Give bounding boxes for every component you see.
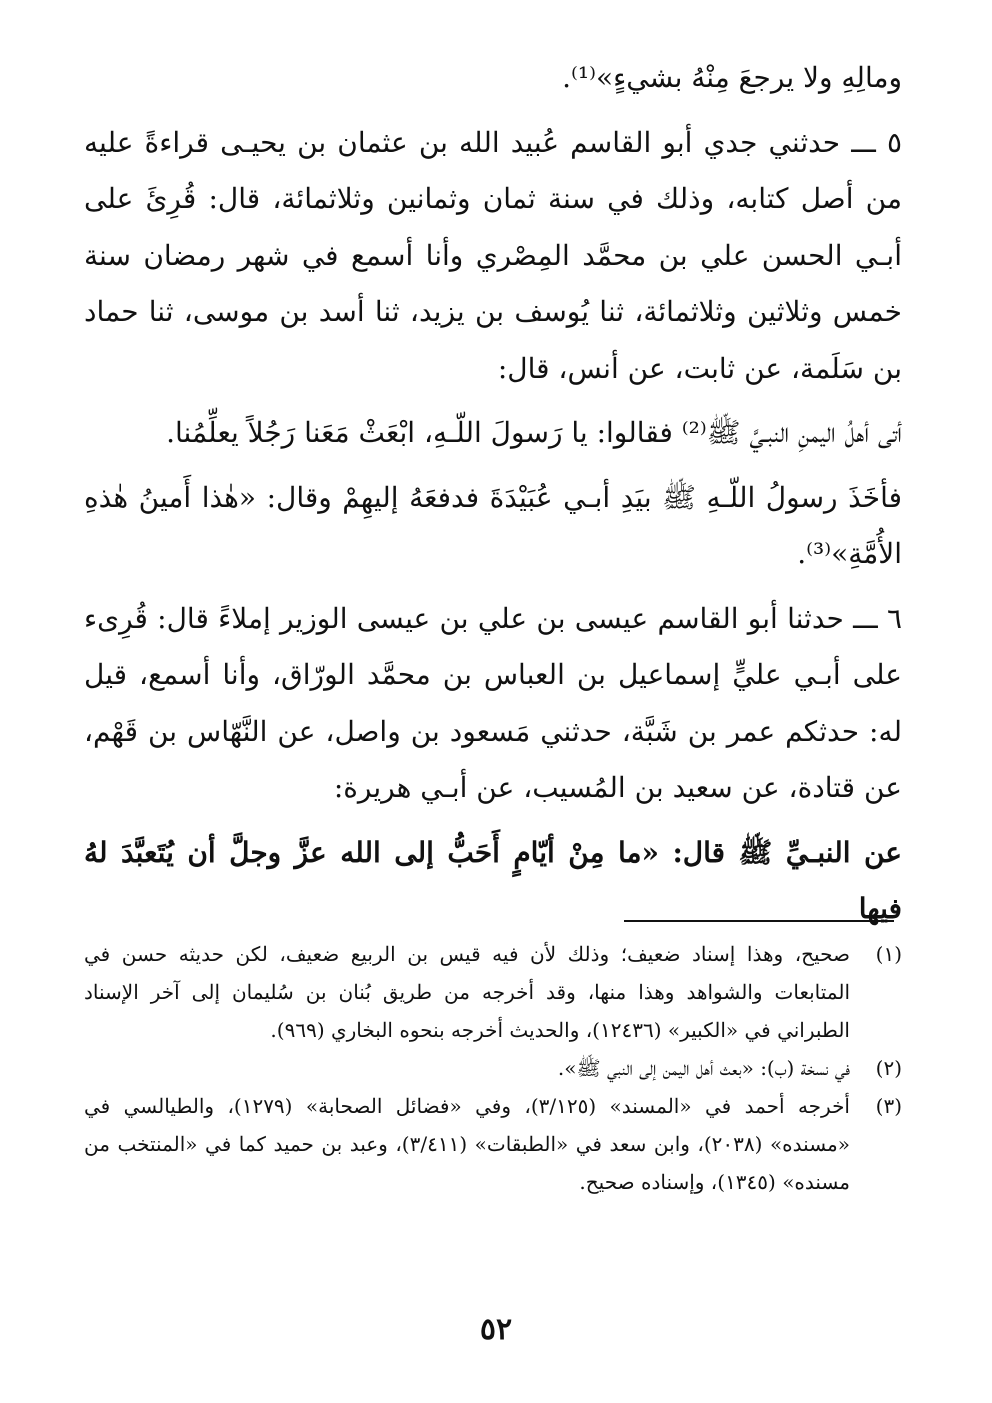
footnote-number: (٣): [875, 1094, 902, 1118]
footnote-text: أخرجه أحمد في «المسند» (٣/١٢٥)، وفي «فضائل الصحابة» (١٢٧٩)، والطيالسي في «مسنده» (٢٠٣٨)، وابن سعد في «الطبقات» (٣/٤١١)، وعبد بن حميد كما في «المنتخب من مسنده» (١٣٤٥)، وإسناده صحيح.: [84, 1094, 850, 1194]
footnote-number: (٢): [875, 1056, 902, 1080]
footnote-text: في نسخة (ب): «بعث أهل اليمن إلى النبي ﷺ».: [557, 1056, 850, 1080]
footnote-2: [84, 1049, 902, 1087]
hadith-6-isnad: ٦ ـــ حدثنا أبو القاسم عيسى بن علي بن عيسى الوزير إملاءً قال: قُرِىء على أبـي عليٍّ إسماعيل بن العباس بن محمَّد الورّاق، وأنا أسمع، قيل له: حدثكم عمر بن شَبَّة، حدثني مَسعود بن واصل، عن النَّهّاس بن قَهْم، عن قتادة، عن سعيد بن المُسيب، عن أبـي هريرة:: [84, 601, 902, 804]
main-text: [84, 50, 902, 938]
footnote-divider: [624, 920, 894, 922]
hadith-5-matn-continued: فأخَذَ رسولُ اللّـهِ ﷺ بيَدِ أبـي عُبَيْدَةَ فدفعَهُ إليهِمْ وقال: «هٰذا أَمينُ هٰذهِ الأُمَّةِ»⁽³⁾.: [84, 480, 902, 570]
page-number: ٥٢: [479, 1312, 513, 1347]
footnote-1: [84, 935, 902, 1049]
hadith-5-matn: أتى أهلُ اليمنِ النبـيَّ ﷺ⁽²⁾ فقالوا: يا رَسولَ اللّـهِ، ابْعَثْ مَعَنا رَجُلاً يعلِّمُنا.: [166, 416, 902, 449]
paragraph-continuation: ومالِهِ ولا يرجعَ مِنْهُ بشيءٍ»⁽¹⁾.: [562, 61, 902, 94]
footnote-3: [84, 1087, 902, 1201]
hadith-5-isnad: ٥ ـــ حدثني جدي أبو القاسم عُبيد الله بن عثمان بن يحيـى قراءةً عليه من أصل كتابه، وذلك في سنة ثمان وثمانين وثلاثمائة، قال: قُرِئَ على أبـي الحسن علي بن محمَّد المِصْري وأنا أسمع في شهر رمضان سنة خمس وثلاثين وثلاثمائة، ثنا يُوسف بن يزيد، ثنا أسد بن موسى، ثنا حماد بن سَلَمة، عن ثابت، عن أنس، قال:: [84, 125, 902, 385]
footnotes: [84, 935, 902, 1201]
hadith-6-matn: عن النبـيِّ ﷺ قال: «ما مِنْ أيّامٍ أَحَبُّ إلى الله عزَّ وجلَّ أن يُتَعبَّدَ لهُ فيها: [84, 835, 902, 925]
footnote-text: صحيح، وهذا إسناد ضعيف؛ وذلك لأن فيه قيس بن الربيع ضعيف، لكن حديثه حسن في المتابعات والشواهد وهذا منها، وقد أخرجه من طريق بُنان بن سُليمان إلى آخر الإسناد الطبراني في «الكبير» (١٢٤٣٦)، والحديث أخرجه بنحوه البخاري (٩٦٩).: [84, 942, 850, 1042]
footnote-number: (١): [875, 942, 902, 966]
